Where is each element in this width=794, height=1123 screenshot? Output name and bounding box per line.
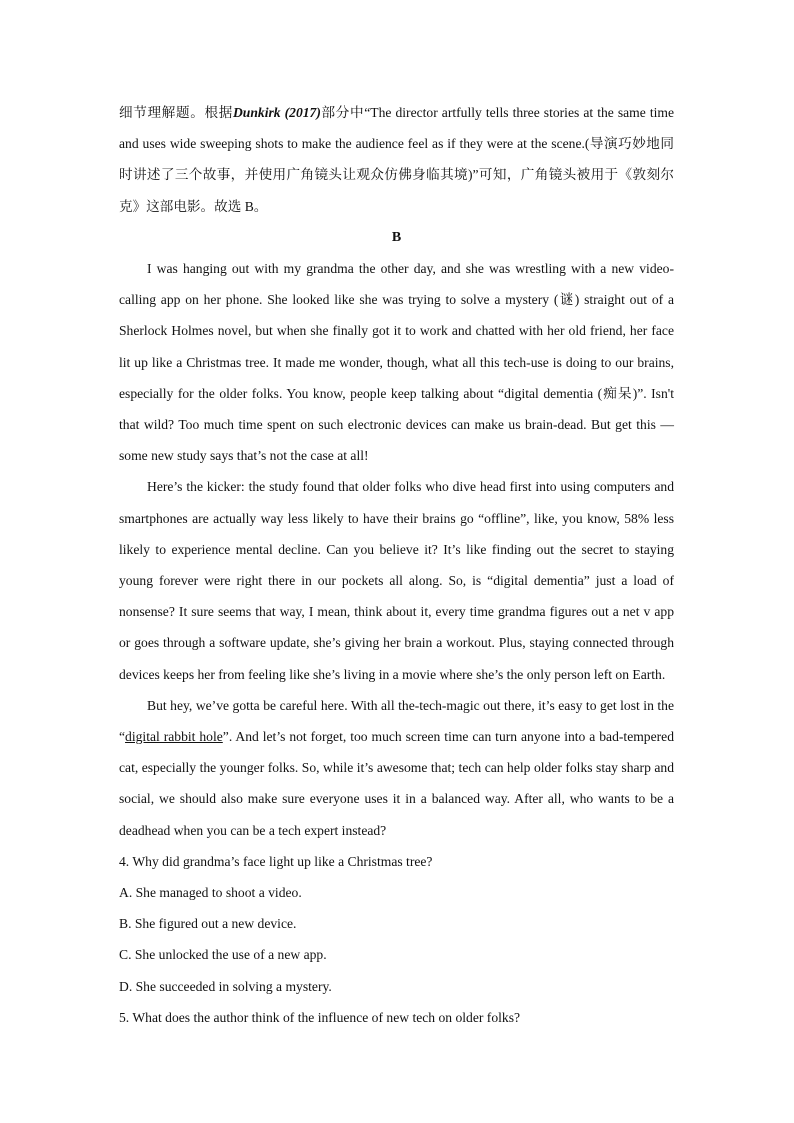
underlined-phrase: digital rabbit hole [125, 729, 223, 745]
paragraph-3-text-before: But hey, we’ve gotta be careful here. With all the-tech-magic out there, it’s easy to get lost in the “ [119, 697, 674, 745]
section-heading: B [391, 229, 402, 245]
question-4-option-a: A. She managed to shoot a video. [119, 885, 302, 901]
film-title: Dunkirk (2017) [232, 105, 321, 120]
passage-paragraph-2: Here’s the kicker: the study found that older folks who dive head first into using computers and smartphones are actually way less likely to have their brains go “offline”, like, you know, 58% less likely to experience mental decline. Can you believe it? It’s like finding out the secret to staying young forever were right there in our pockets all along. So, is “digital dementia” just a load of nonsense? It sure seems that way, I mean, think about it, every time grandma figures out a net v app or goes through a software update, she’s giving her brain a workout. Plus, staying connected through devices keeps her from feeling like she’s living in a movie where she’s the only person left on Earth. [119, 479, 674, 682]
explanation-prefix: 细节理解题。根据 [119, 105, 233, 120]
question-4-option-b: B. She figured out a new device. [119, 916, 297, 932]
document-page [119, 97, 674, 1033]
question-5-stem: 5. What does the author think of the influence of new tech on older folks? [119, 1009, 521, 1025]
answer-explanation [119, 97, 674, 222]
question-4-option-c: C. She unlocked the use of a new app. [119, 947, 327, 963]
explanation-body: 部分中“The director artfully tells three stories at the same time and uses wide sweeping shots to make the audience feel as if they were at the scene.(导演巧妙地同时讲述了三个故事，并使用广角镜头让观众仿佛身临其境)”可知，广角镜头被用于《敦刻尔克》这部电影。故选 B。 [119, 105, 674, 214]
question-4-stem: 4. Why did grandma’s face light up like a Christmas tree? [119, 853, 433, 869]
question-4-option-d: D. She succeeded in solving a mystery. [119, 978, 332, 994]
passage-paragraph-3 [119, 690, 674, 846]
passage-paragraph-1: I was hanging out with my grandma the other day, and she was wrestling with a new video-calling app on her phone. She looked like she was trying to solve a mystery (谜) straight out of a Sherlock Holmes novel, but when she finally got it to work and chatted with her old friend, her face lit up like a Christmas tree. It made me wonder, though, what all this tech-use is doing to our brains, especially for the older folks. You know, people keep talking about “digital dementia (痴呆)”. Isn't that wild? Too much time spent on such electronic devices can make us brain-dead. But get this — some new study says that’s not the case at all! [119, 261, 674, 464]
paragraph-3-text-after: ”. And let’s not forget, too much screen time can turn anyone into a bad-tempered cat, especially the younger folks. So, while it’s awesome that; tech can help older folks stay sharp and social, we should also make sure everyone uses it in a balanced way. After all, who wants to be a deadhead when you can be a tech expert instead? [119, 729, 674, 838]
